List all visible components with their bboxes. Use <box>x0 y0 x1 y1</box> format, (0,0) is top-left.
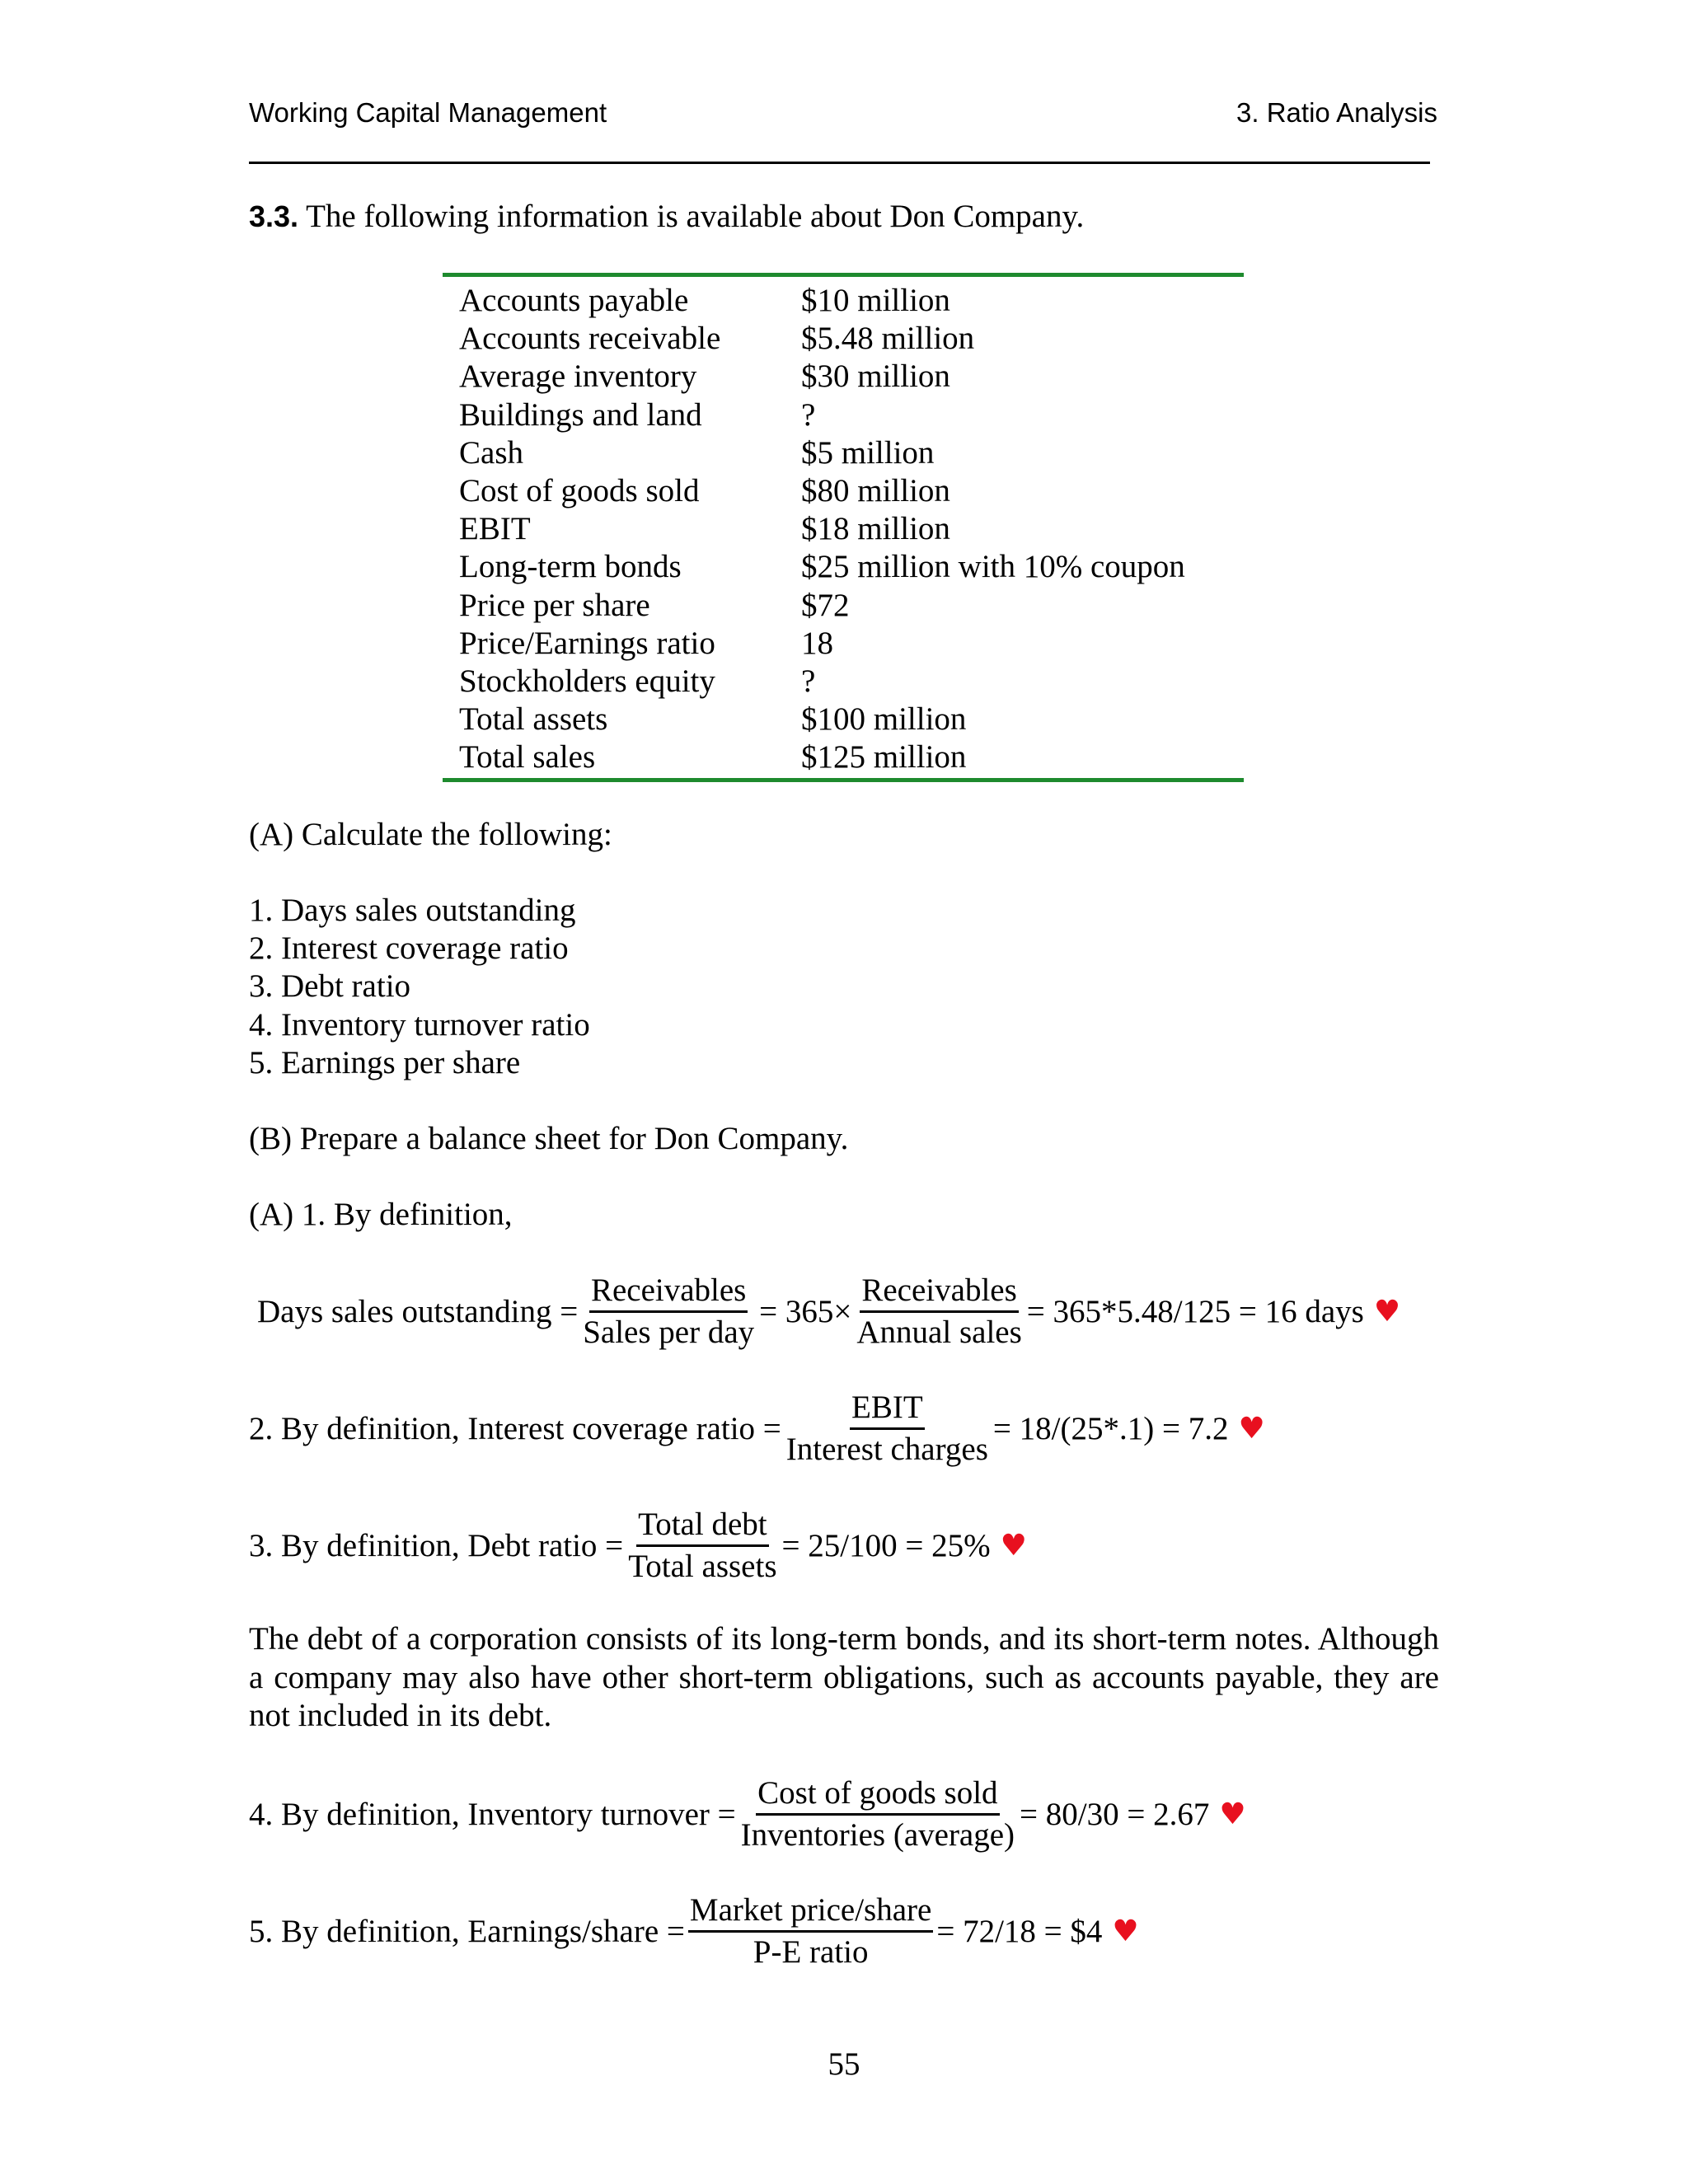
formula-multiplier: = 365× <box>759 1293 852 1329</box>
row-value: $125 million <box>801 739 967 776</box>
fraction <box>626 1507 778 1585</box>
row-value: $80 million <box>801 473 950 509</box>
formula-result: = 80/30 = 2.67 <box>1020 1796 1210 1832</box>
fraction <box>581 1272 756 1351</box>
formula-result: = 365*5.48/125 = 16 days <box>1026 1293 1364 1329</box>
formula-debt-ratio <box>249 1507 1027 1585</box>
table-row <box>443 358 1244 396</box>
row-label: Total sales <box>459 739 596 776</box>
part-b-heading: (B) Prepare a balance sheet for Don Company. <box>249 1121 849 1156</box>
row-label: Cash <box>459 434 523 471</box>
row-label: Accounts receivable <box>459 321 721 357</box>
formula-interest-coverage <box>249 1390 1265 1468</box>
fraction-denominator: Inventories (average) <box>740 1817 1015 1853</box>
fraction <box>855 1272 1023 1351</box>
fraction-numerator: Cost of goods sold <box>756 1775 999 1816</box>
table-row <box>443 320 1244 358</box>
header-rule <box>249 162 1430 164</box>
problem-number: 3.3. <box>249 199 299 233</box>
fraction-denominator: P-E ratio <box>753 1934 869 1970</box>
part-a-heading: (A) Calculate the following: <box>249 817 612 852</box>
row-value: $25 million with 10% coupon <box>801 549 1185 585</box>
table-row <box>443 738 1244 776</box>
row-value: $18 million <box>801 511 950 547</box>
formula-inventory-turnover <box>249 1775 1246 1854</box>
row-label: Stockholders equity <box>459 663 715 699</box>
formula-result: = 72/18 = $4 <box>936 1913 1103 1949</box>
formula-lhs: 2. By definition, Interest coverage ratio = <box>249 1410 781 1446</box>
fraction-denominator: Total assets <box>628 1549 777 1584</box>
problem-intro: The following information is available about Don Company. <box>306 199 1085 234</box>
row-label: Average inventory <box>459 359 697 395</box>
fraction-numerator: Market price/share <box>688 1892 933 1933</box>
heart-icon: ♥ <box>1373 1294 1401 1329</box>
heart-icon: ♥ <box>1112 1914 1139 1948</box>
table-row <box>443 510 1244 548</box>
row-value: 18 <box>801 625 833 661</box>
formula-days-sales-outstanding <box>257 1272 1400 1351</box>
row-label: Price/Earnings ratio <box>459 625 715 661</box>
header-book-title: Working Capital Management <box>249 97 607 128</box>
fraction <box>785 1390 990 1468</box>
row-label: Buildings and land <box>459 396 702 433</box>
list-item: 4. Inventory turnover ratio <box>249 1006 590 1043</box>
table-row <box>443 472 1244 510</box>
company-data-table <box>443 273 1244 782</box>
row-value: ? <box>801 663 816 699</box>
fraction-denominator: Interest charges <box>785 1432 988 1467</box>
table-row <box>443 625 1244 663</box>
row-label: Total assets <box>459 701 608 738</box>
row-label: Long-term bonds <box>459 549 682 585</box>
row-value: $5 million <box>801 434 935 471</box>
formula-lhs: 5. By definition, Earnings/share = <box>249 1913 685 1949</box>
fraction-numerator: EBIT <box>850 1390 925 1430</box>
row-value: ? <box>801 396 816 433</box>
fraction <box>739 1775 1016 1854</box>
list-item: 5. Earnings per share <box>249 1044 521 1080</box>
table-row <box>443 587 1244 625</box>
list-item: 3. Debt ratio <box>249 968 411 1005</box>
fraction-denominator: Annual sales <box>856 1315 1022 1350</box>
row-value: $30 million <box>801 359 950 395</box>
table-row <box>443 434 1244 472</box>
row-value: $72 <box>801 587 850 623</box>
table-row <box>443 701 1244 738</box>
table-row <box>443 663 1244 701</box>
row-label: EBIT <box>459 511 531 547</box>
answer-intro: (A) 1. By definition, <box>249 1197 513 1232</box>
formula-result: = 18/(25*.1) = 7.2 <box>992 1410 1229 1446</box>
heart-icon: ♥ <box>1219 1797 1246 1831</box>
heart-icon: ♥ <box>1238 1411 1265 1446</box>
table-row <box>443 396 1244 434</box>
debt-explanation-paragraph: The debt of a corporation consists of its long-term bonds, and its short-term notes. Although a company may also have other short-term obligations, such as accounts payable, they are not included in its debt. <box>249 1621 1439 1733</box>
formula-lhs: Days sales outstanding = <box>257 1293 579 1329</box>
table-row <box>443 548 1244 586</box>
row-value: $10 million <box>801 283 950 319</box>
row-value: $100 million <box>801 701 967 738</box>
row-label: Accounts payable <box>459 283 689 319</box>
fraction-numerator: Receivables <box>860 1272 1018 1313</box>
fraction <box>688 1892 933 1971</box>
fraction-numerator: Total debt <box>636 1507 768 1547</box>
row-value: $5.48 million <box>801 321 975 357</box>
fraction-denominator: Sales per day <box>583 1315 755 1350</box>
task-list <box>249 892 590 1082</box>
table-row <box>443 282 1244 320</box>
row-label: Price per share <box>459 587 650 623</box>
formula-earnings-per-share <box>249 1892 1139 1971</box>
row-label: Cost of goods sold <box>459 473 700 509</box>
list-item: 1. Days sales outstanding <box>249 893 576 928</box>
formula-lhs: 4. By definition, Inventory turnover = <box>249 1796 736 1832</box>
problem-statement <box>249 198 1084 236</box>
formula-lhs: 3. By definition, Debt ratio = <box>249 1527 624 1563</box>
fraction-numerator: Receivables <box>589 1272 748 1313</box>
formula-result: = 25/100 = 25% <box>781 1527 991 1563</box>
list-item: 2. Interest coverage ratio <box>249 930 569 967</box>
page-number: 55 <box>828 2046 860 2082</box>
header-chapter-title: 3. Ratio Analysis <box>1236 97 1437 128</box>
heart-icon: ♥ <box>1000 1528 1027 1563</box>
